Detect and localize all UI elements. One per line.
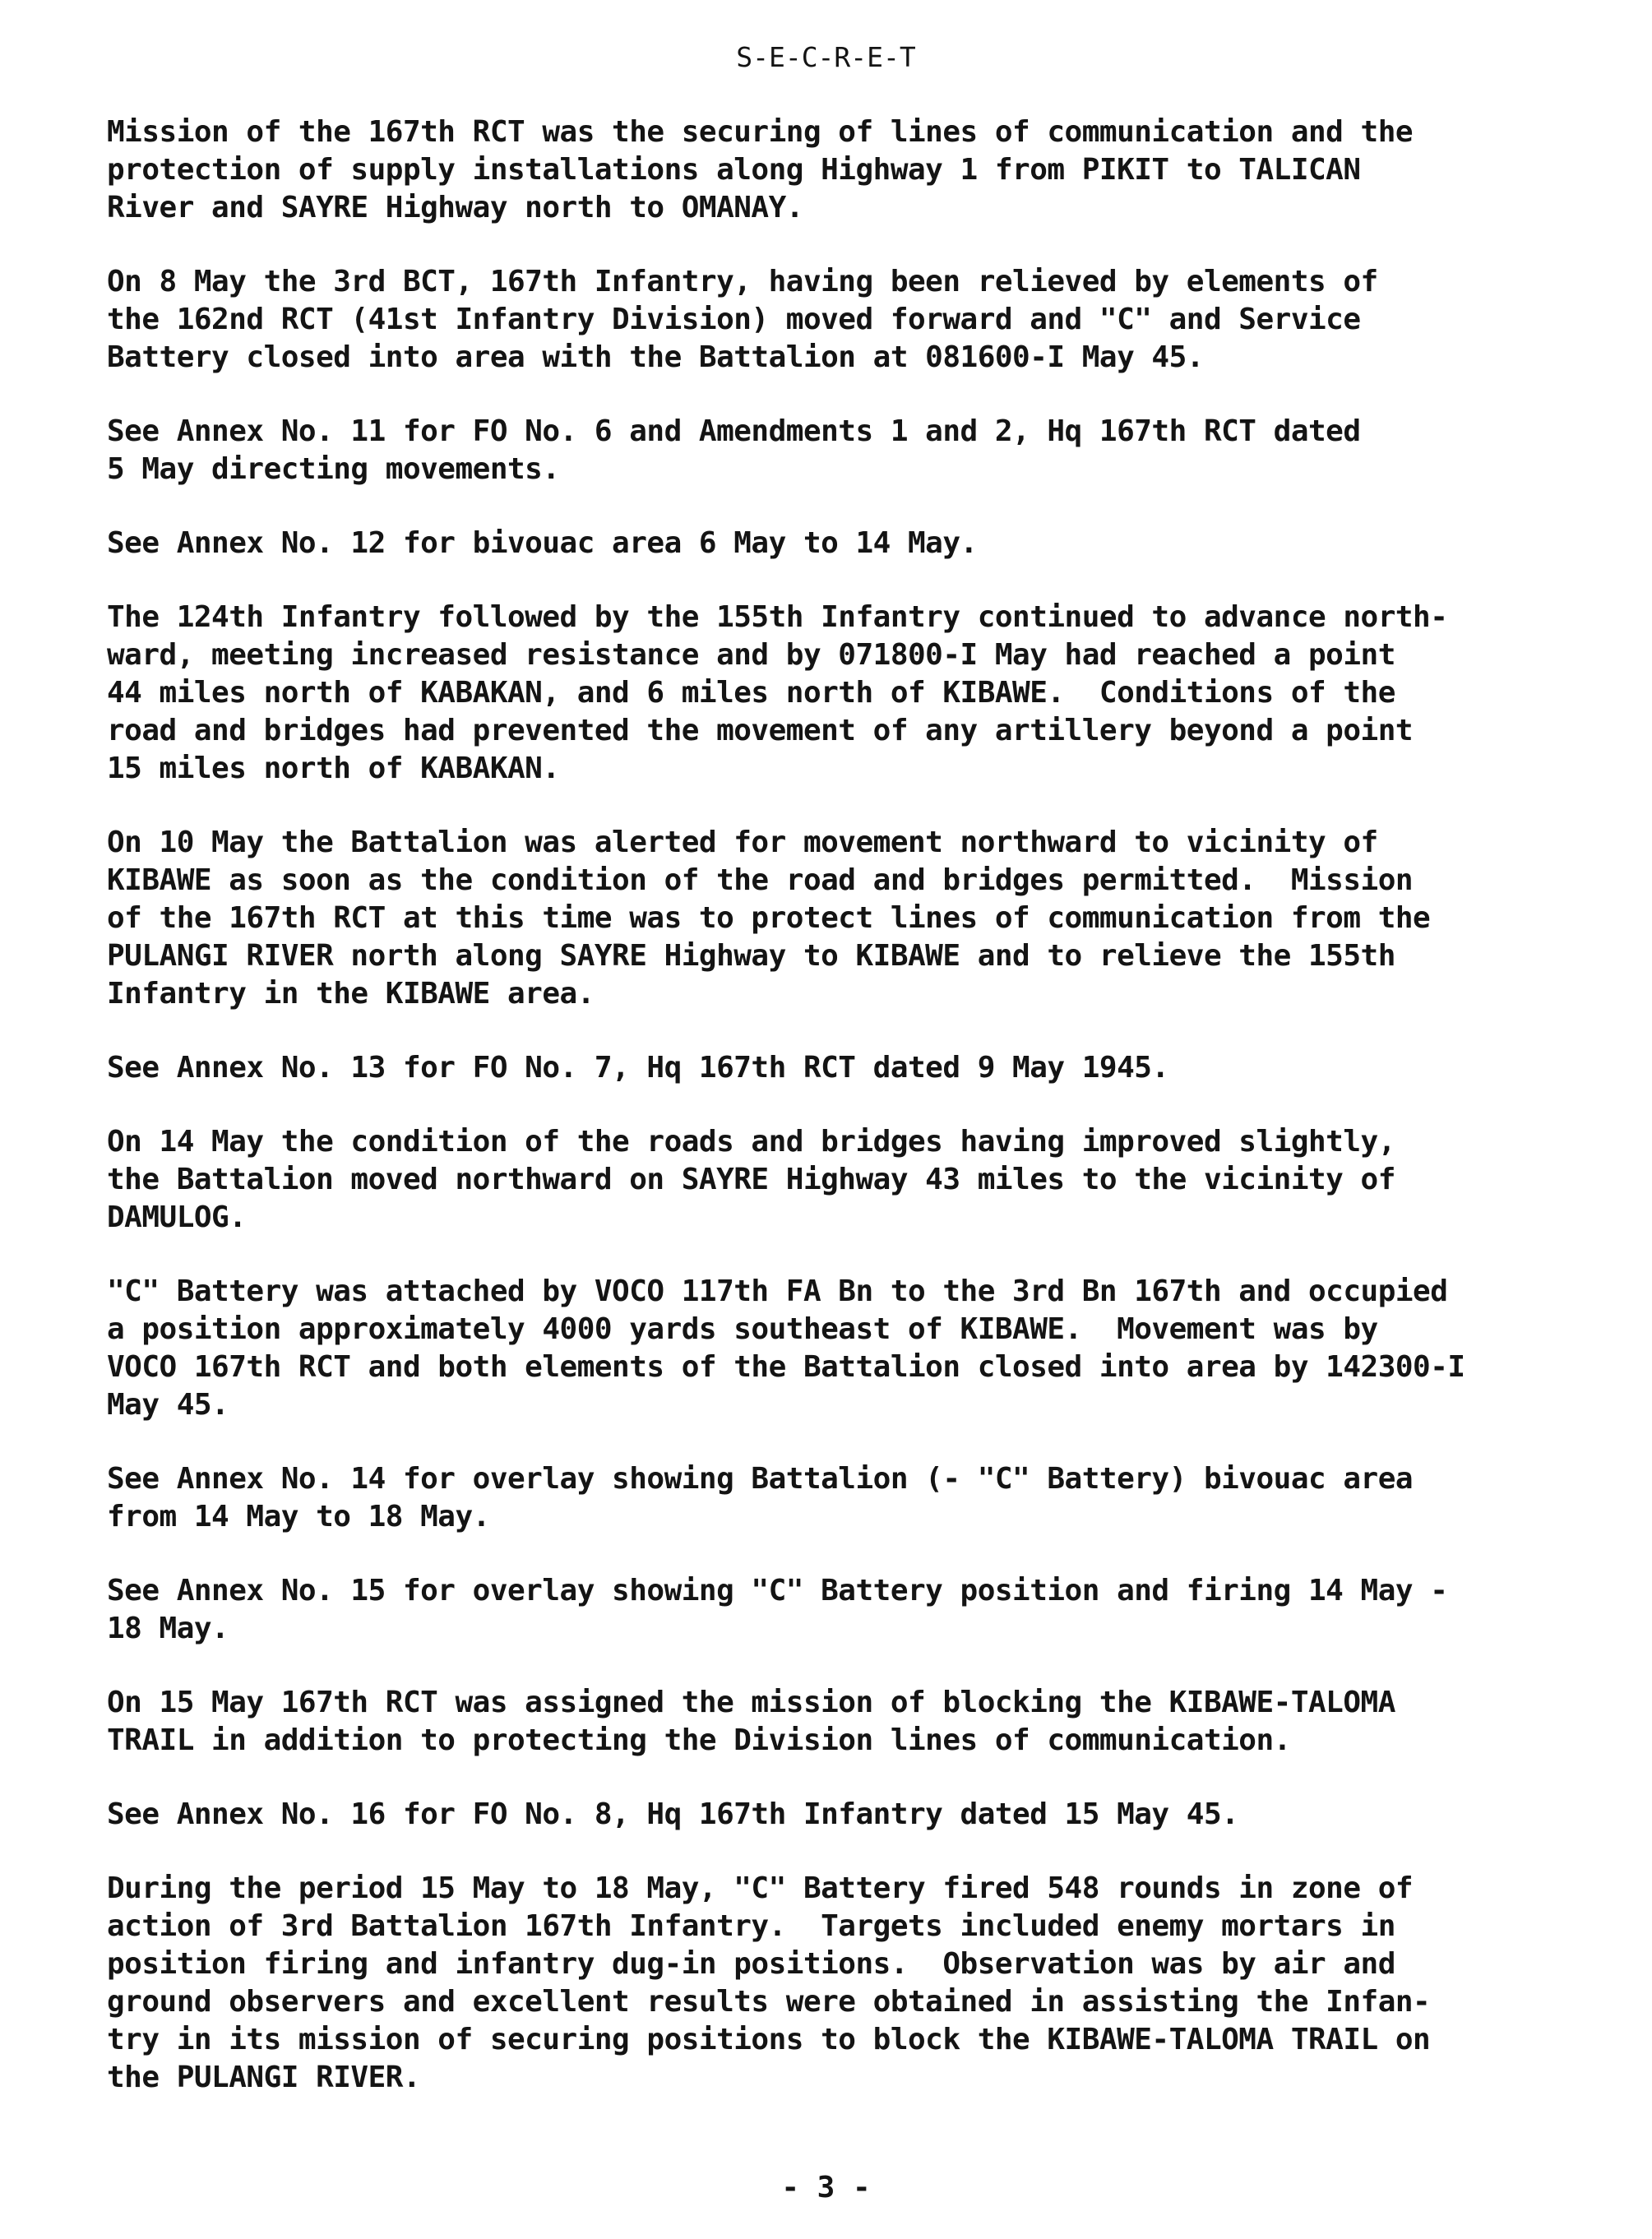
text-line: the 162nd RCT (41st Infantry Division) moved forward and "C" and Service: [107, 303, 1361, 336]
text-line: ward, meeting increased resistance and by 071800-I May had reached a point: [107, 638, 1395, 672]
text-line: Mission of the 167th RCT was the securing of lines of communication and the: [107, 115, 1414, 149]
text-line: of the 167th RCT at this time was to protect lines of communication from the: [107, 901, 1431, 935]
text-line: 5 May directing movements.: [107, 452, 560, 486]
text-line: During the period 15 May to 18 May, "C" Battery fired 548 rounds in zone of: [107, 1871, 1414, 1905]
paragraph: [107, 1796, 1587, 1834]
text-line: road and bridges had prevented the movement of any artillery beyond a point: [107, 714, 1414, 747]
paragraph: [107, 1049, 1587, 1087]
text-line: See Annex No. 13 for FO No. 7, Hq 167th RCT dated 9 May 1945.: [107, 1051, 1169, 1085]
text-line: KIBAWE as soon as the condition of the road and bridges permitted. Mission: [107, 863, 1414, 897]
text-line: River and SAYRE Highway north to OMANAY.: [107, 191, 803, 224]
paragraph: [107, 824, 1587, 1013]
text-line: Infantry in the KIBAWE area.: [107, 977, 595, 1011]
text-line: protection of supply installations along Highway 1 from PIKIT to TALICAN: [107, 153, 1361, 187]
text-line: Battery closed into area with the Battalion at 081600-I May 45.: [107, 340, 1204, 374]
text-line: The 124th Infantry followed by the 155th Infantry continued to advance north-: [107, 600, 1448, 634]
paragraph: [107, 525, 1587, 562]
paragraph: [107, 113, 1587, 227]
page-number: - 3 -: [781, 2171, 871, 2204]
text-line: position firing and infantry dug-in positions. Observation was by air and: [107, 1947, 1395, 1981]
text-line: See Annex No. 14 for overlay showing Battalion (- "C" Battery) bivouac area: [107, 1462, 1414, 1496]
text-line: 18 May.: [107, 1612, 229, 1645]
text-line: On 14 May the condition of the roads and bridges having improved slightly,: [107, 1125, 1395, 1159]
text-line: VOCO 167th RCT and both elements of the Battalion closed into area by 142300-I: [107, 1350, 1465, 1384]
text-line: TRAIL in addition to protecting the Division lines of communication.: [107, 1723, 1291, 1757]
text-line: DAMULOG.: [107, 1200, 247, 1234]
text-line: On 15 May 167th RCT was assigned the mission of blocking the KIBAWE-TALOMA: [107, 1686, 1395, 1719]
text-line: See Annex No. 15 for overlay showing "C" Battery position and firing 14 May -: [107, 1574, 1448, 1608]
text-line: ground observers and excellent results were obtained in assisting the Infan-: [107, 1985, 1431, 2019]
text-line: May 45.: [107, 1388, 229, 1422]
classification-header: S-E-C-R-E-T: [736, 41, 916, 73]
paragraph: [107, 1572, 1587, 1648]
paragraph: [107, 599, 1587, 788]
text-line: 44 miles north of KABAKAN, and 6 miles north of KIBAWE. Conditions of the: [107, 676, 1395, 710]
text-line: from 14 May to 18 May.: [107, 1500, 490, 1534]
text-line: See Annex No. 12 for bivouac area 6 May to 14 May.: [107, 526, 978, 560]
paragraph: [107, 1870, 1587, 2097]
document-body: [107, 113, 1587, 2133]
paragraph: [107, 413, 1587, 488]
text-line: the Battalion moved northward on SAYRE Highway 43 miles to the vicinity of: [107, 1163, 1395, 1196]
text-line: action of 3rd Battalion 167th Infantry. Targets included enemy mortars in: [107, 1909, 1395, 1943]
text-line: PULANGI RIVER north along SAYRE Highway to KIBAWE and to relieve the 155th: [107, 939, 1395, 973]
text-line: See Annex No. 16 for FO No. 8, Hq 167th Infantry dated 15 May 45.: [107, 1797, 1239, 1831]
text-line: try in its mission of securing positions to block the KIBAWE-TALOMA TRAIL on: [107, 2023, 1431, 2056]
paragraph: [107, 1273, 1587, 1424]
paragraph: [107, 263, 1587, 377]
text-line: "C" Battery was attached by VOCO 117th FA Bn to the 3rd Bn 167th and occupied: [107, 1274, 1448, 1308]
paragraph: [107, 1123, 1587, 1237]
paragraph: [107, 1684, 1587, 1760]
paragraph: [107, 1460, 1587, 1536]
text-line: On 10 May the Battalion was alerted for movement northward to vicinity of: [107, 826, 1378, 859]
text-line: the PULANGI RIVER.: [107, 2061, 421, 2094]
text-line: On 8 May the 3rd BCT, 167th Infantry, having been relieved by elements of: [107, 265, 1378, 298]
text-line: a position approximately 4000 yards southeast of KIBAWE. Movement was by: [107, 1312, 1378, 1346]
text-line: See Annex No. 11 for FO No. 6 and Amendments 1 and 2, Hq 167th RCT dated: [107, 414, 1361, 448]
text-line: 15 miles north of KABAKAN.: [107, 752, 560, 785]
